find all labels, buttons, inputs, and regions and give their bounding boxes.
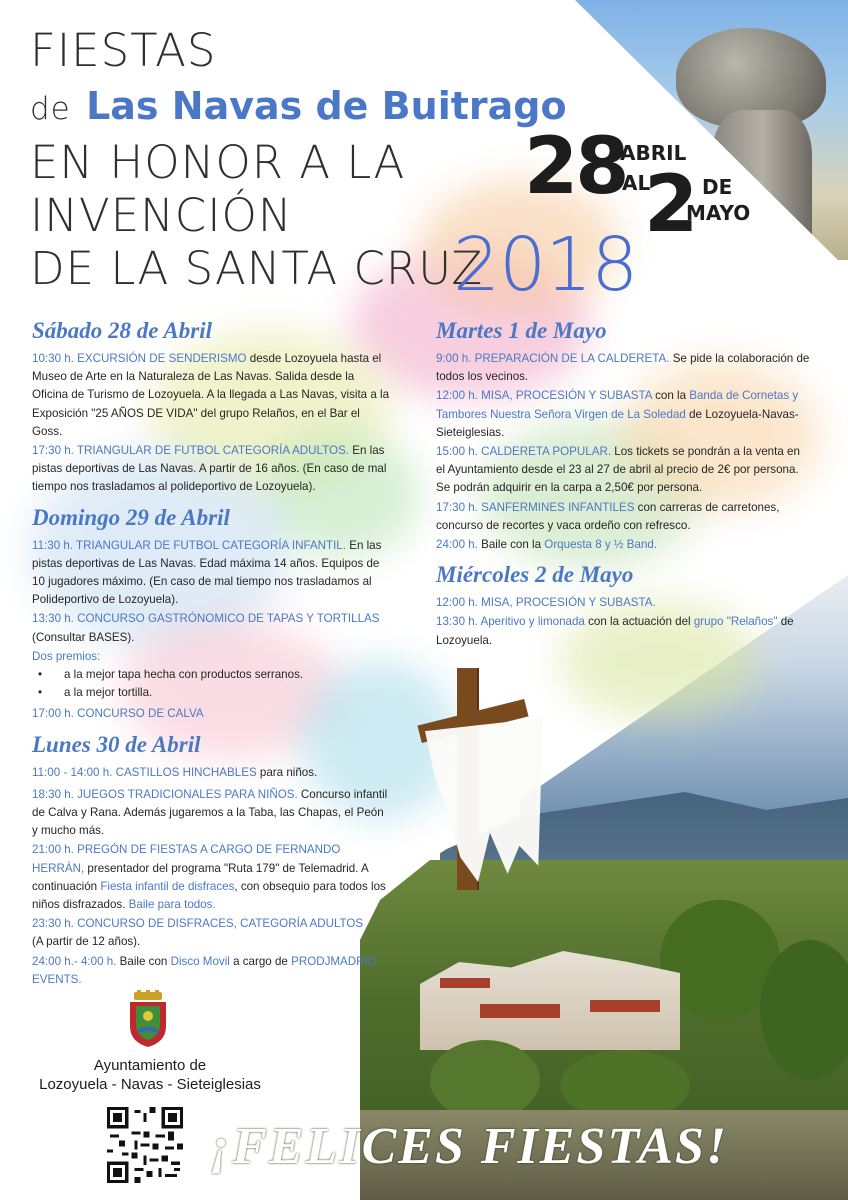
event-highlight: Fiesta infantil de disfraces: [100, 879, 235, 893]
event-text: presentador del programa "Ruta 179" de Telemadrid. A continuación: [32, 861, 369, 893]
bullet: •: [38, 686, 43, 700]
municipality-line-2: Lozoyuela - Navas - Sieteiglesias: [39, 1076, 261, 1093]
program-left-column: [32, 316, 390, 989]
event-item: [436, 387, 812, 442]
event-text: con carreras de carretones, concurso de recortes y vaca ordeño con refresco.: [436, 500, 780, 532]
event-item: [32, 953, 390, 989]
event-title: 17:30 h. SANFERMINES INFANTILES: [436, 500, 635, 514]
prize-text: a la mejor tapa hecha con productos serranos.: [64, 668, 304, 682]
event-item: [32, 786, 390, 841]
municipality-name: [0, 1056, 300, 1094]
slogan: ¡FELICES FIESTAS!: [210, 1118, 729, 1175]
end-de: DE: [702, 175, 733, 199]
event-item: [32, 841, 390, 914]
event-text: Se pide la colaboración de todos los vecinos.: [436, 352, 810, 384]
day-heading-lunes: Lunes 30 de Abril: [32, 731, 201, 757]
end-month: MAYO: [686, 201, 751, 225]
event-item: [32, 915, 390, 951]
event-text: En las pistas deportivas de Las Navas. Edad máxima 14 años. Equipos de 10 jugadores máximo. (En caso de mal tiempo nos trasladamos al Polideportivo de Lozoyuela).: [32, 538, 382, 607]
event-text: con la: [651, 389, 690, 403]
event-title: 24:00 h.: [436, 538, 478, 552]
event-title: 11:00 - 14:00 h. CASTILLOS HINCHABLES: [32, 765, 257, 779]
event-title: 18:30 h. JUEGOS TRADICIONALES PARA NIÑOS.: [32, 787, 298, 801]
event-text: de Lozoyuela.: [436, 615, 794, 647]
event-title: 11:30 h. TRIANGULAR DE FUTBOL CATEGORÍA INFANTIL.: [32, 538, 346, 552]
event-title: 10:30 h. EXCURSIÓN DE SENDERISMO: [32, 352, 247, 365]
event-title: 17:00 h. CONCURSO DE CALVA: [32, 707, 204, 721]
prize-item: [32, 666, 390, 684]
title-line-4: INVENCIÓN: [30, 189, 293, 242]
bullet: •: [38, 668, 43, 682]
municipality-line-1: Ayuntamiento de: [93, 1057, 207, 1074]
event-text: Baile con la: [477, 538, 545, 552]
event-title: 13:30 h. Aperitivo y limonada: [436, 615, 585, 629]
event-title: 15:00 h. CALDERETA POPULAR.: [436, 445, 612, 459]
title-line-3: EN HONOR A LA: [30, 136, 406, 189]
event-item: [32, 537, 390, 610]
event-highlight: Orquesta 8 y ½ Band.: [544, 538, 658, 552]
day-heading-domingo: Domingo 29 de Abril: [32, 504, 230, 530]
town-name: Las Navas de Buitrago: [86, 84, 567, 128]
day-heading-miercoles: Miércoles 2 de Mayo: [436, 562, 634, 588]
program-right-column: [436, 316, 812, 650]
event-text: con la actuación del: [584, 615, 694, 629]
event-item: [32, 350, 390, 441]
year: 2018: [453, 222, 638, 308]
event-title: 24:00 h.- 4:00 h.: [32, 954, 117, 968]
start-day: 28: [524, 122, 627, 212]
event-highlight: Baile para todos.: [128, 898, 216, 912]
event-item: [32, 764, 390, 782]
event-title: 9:00 h. PREPARACIÓN DE LA CALDERETA.: [436, 352, 670, 365]
title-line-1: FIESTAS: [30, 24, 217, 77]
event-item: [436, 536, 812, 554]
prize-text: a la mejor tortilla.: [64, 686, 153, 700]
event-title: 23:30 h. CONCURSO DE DISFRACES, CATEGORÍA ADULTOS: [32, 917, 364, 931]
date-connector: AL: [622, 171, 651, 195]
event-highlight: PRODJMADRID EVENTS.: [32, 954, 377, 986]
prize-item: [32, 684, 390, 702]
event-title: 12:00 h. MISA, PROCESIÓN Y SUBASTA.: [436, 596, 656, 610]
event-highlight: Banda de Cornetas y Tambores Nuestra Señora Virgen de La Soledad: [436, 389, 799, 421]
event-text: para niños.: [256, 765, 318, 779]
qr-code-icon[interactable]: [107, 1107, 183, 1183]
event-text: Concurso infantil de Calva y Rana. Además jugaremos a la Taba, las Chapas, el Peón y mucho más.: [32, 787, 388, 838]
title-prefix: de: [30, 91, 71, 127]
event-highlight: grupo "Relaños": [693, 615, 778, 629]
day-heading-sabado: Sábado 28 de Abril: [32, 318, 212, 343]
day-heading-martes: Martes 1 de Mayo: [436, 318, 607, 343]
event-title: 12:00 h. MISA, PROCESIÓN Y SUBASTA: [436, 389, 652, 403]
event-item: [436, 350, 812, 386]
event-text: Baile con: [116, 954, 171, 968]
event-highlight: Disco Movil: [170, 954, 230, 968]
event-text: En las pistas deportivas de Las Navas. A partir de 16 años. (En caso de mal tiempo nos trasladamos al polideportivo de Lozoyuela).: [32, 444, 387, 494]
title-line-5: DE LA SANTA CRUZ: [30, 242, 484, 295]
event-item: [436, 613, 812, 649]
start-month: ABRIL: [620, 141, 687, 165]
event-title: 21:00 h. PREGÓN DE FIESTAS A CARGO DE FERNANDO HERRÁN,: [32, 843, 341, 875]
event-item: [32, 610, 390, 646]
event-title: 13:30 h. CONCURSO GASTRÓNOMICO DE TAPAS Y TORTILLAS: [32, 612, 380, 626]
prizes-label: Dos premios:: [32, 649, 101, 663]
event-text: Los tickets se pondrán a la venta en el Ayuntamiento desde el 23 al 27 de abril al precio de 2€ por persona. Se podrán adquirir en la carpa a 2,50€ por persona.: [436, 445, 800, 495]
title-line-2: [30, 77, 567, 136]
end-day: 2: [644, 160, 696, 250]
event-text: a cargo de: [229, 954, 292, 968]
event-text: desde Lozoyuela hasta el Museo de Arte en la Naturaleza de Las Navas. Salida desde la Oficina de Turismo de Lozoyuela. A la llegada a Las Navas, visita a la Exposición "25 AÑOS DE VIDA" del grupo Relaños, en el Bar el Goss.: [32, 352, 390, 438]
event-text: (Consultar BASES).: [32, 630, 135, 644]
event-text: (A partir de 12 años).: [32, 935, 141, 949]
event-text: , con obsequio para todos los niños disfrazados.: [32, 879, 386, 912]
event-text: de Lozoyuela-Navas-Sieteiglesias.: [436, 407, 799, 439]
event-item: [32, 442, 390, 497]
event-item: [436, 443, 812, 498]
event-title: 17:30 h. TRIANGULAR DE FUTBOL CATEGORÍA ADULTOS.: [32, 444, 349, 458]
coat-of-arms-icon: [124, 990, 172, 1048]
event-item: [436, 499, 812, 535]
